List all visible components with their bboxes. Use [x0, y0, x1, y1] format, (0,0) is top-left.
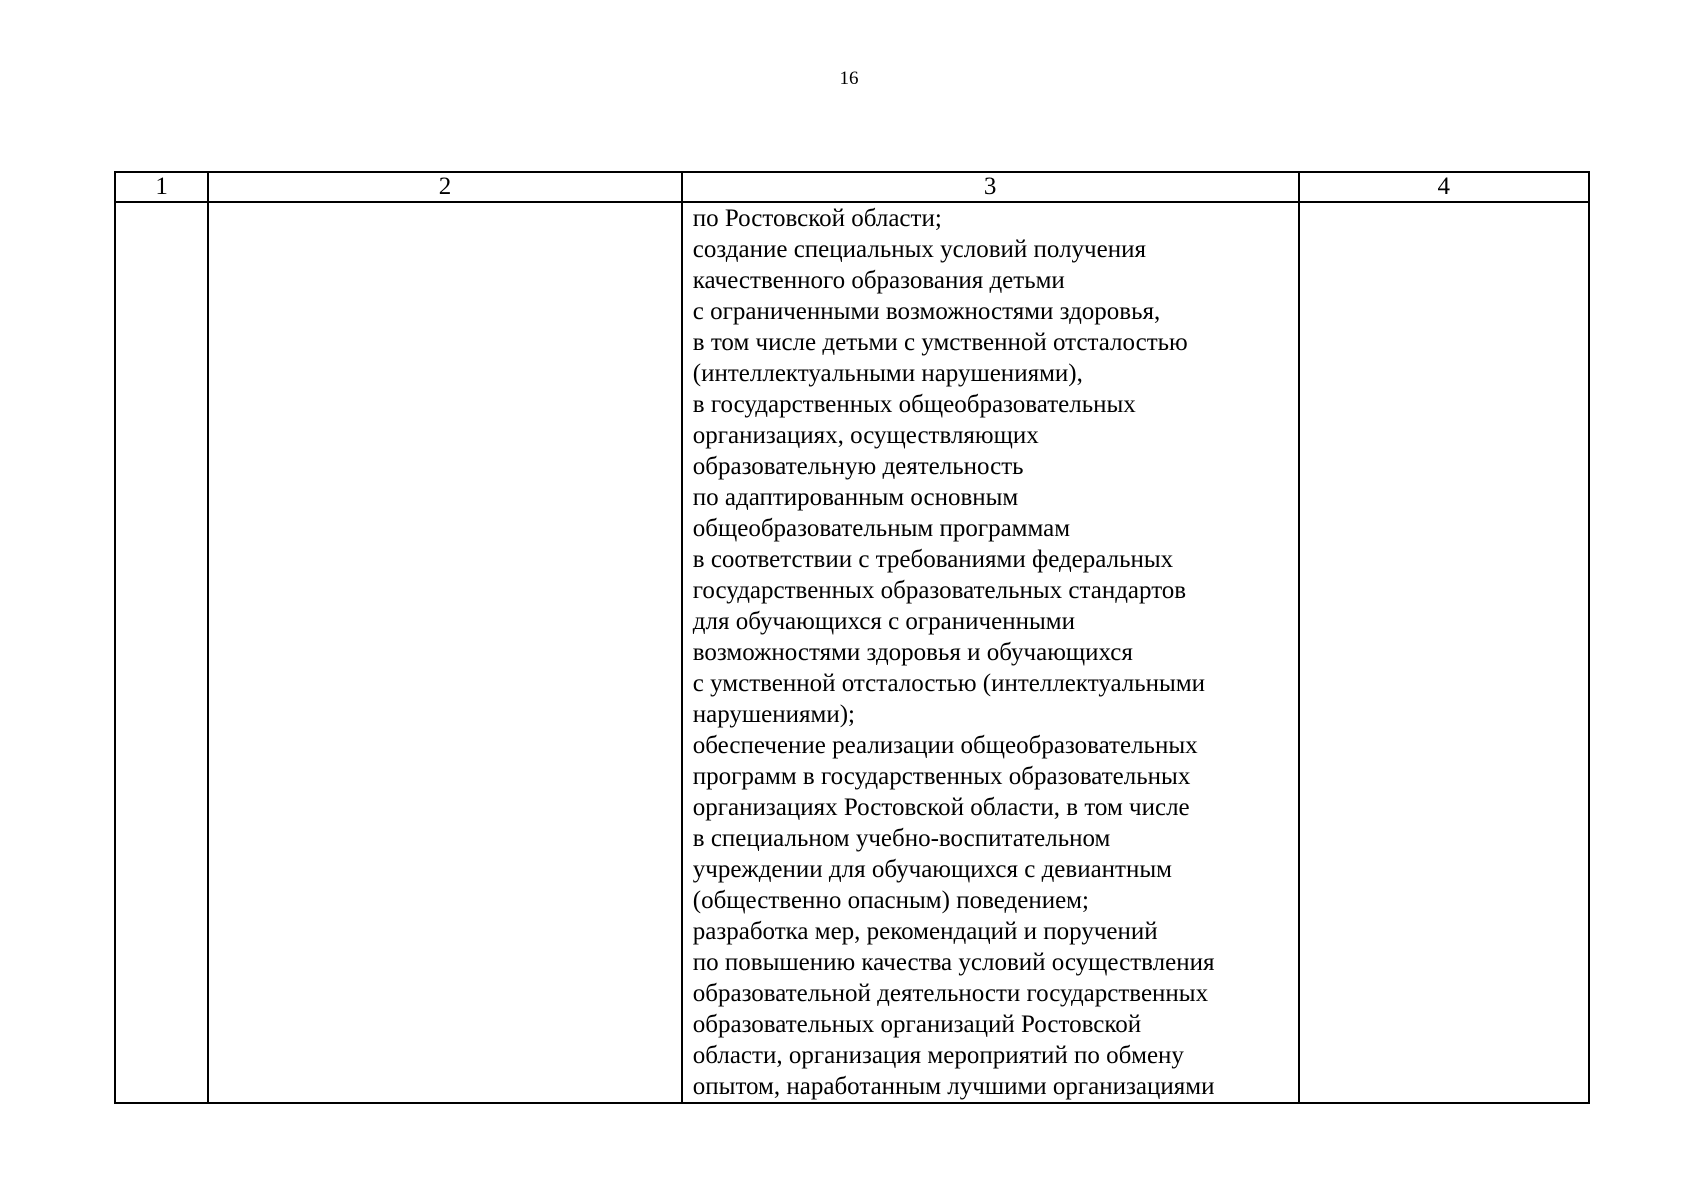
text-line: организациях Ростовской области, в том числе: [692, 794, 1190, 821]
text-line: обеспечение реализации общеобразовательных: [692, 732, 1198, 759]
text-line: разработка мер, рекомендаций и поручений: [692, 918, 1158, 945]
text-line: с ограниченными возможностями здоровья,: [692, 298, 1161, 325]
text-line: образовательную деятельность: [692, 453, 1024, 480]
text-line: программ в государственных образовательных: [692, 763, 1191, 790]
page-number: 16: [839, 68, 859, 89]
text-line: общеобразовательным программам: [692, 515, 1071, 542]
text-line: по Ростовской области;: [692, 205, 942, 232]
cell-col3: [682, 202, 1299, 1103]
column-header-3: 3: [682, 172, 1299, 202]
text-line: учреждении для обучающихся с девиантным: [692, 856, 1172, 883]
text-line: в специальном учебно-воспитательном: [692, 825, 1111, 852]
column-header-4: 4: [1299, 172, 1589, 202]
cell-col4: [1299, 202, 1589, 1103]
text-line: образовательных организаций Ростовской: [692, 1011, 1142, 1038]
text-line: по повышению качества условий осуществления: [692, 949, 1215, 976]
text-line: в том числе детьми с умственной отсталостью: [692, 329, 1188, 356]
text-line: области, организация мероприятий по обмену: [692, 1042, 1184, 1069]
text-line: качественного образования детьми: [692, 267, 1065, 294]
text-line: с умственной отсталостью (интеллектуальными: [692, 670, 1206, 697]
text-line: государственных образовательных стандартов: [692, 577, 1187, 604]
table-row: [115, 202, 1589, 1103]
text-line: в государственных общеобразовательных: [692, 391, 1136, 418]
text-line: опытом, наработанным лучшими организациями: [692, 1073, 1215, 1100]
text-line: образовательной деятельности государственных: [692, 980, 1209, 1007]
cell-col1: [115, 202, 208, 1103]
text-line: организациях, осуществляющих: [692, 422, 1039, 449]
cell-col3-text: [683, 203, 1298, 1102]
table-header-row: [115, 172, 1589, 202]
text-line: (общественно опасным) поведением;: [692, 887, 1089, 914]
text-line: создание специальных условий получения: [692, 236, 1146, 263]
column-header-2: 2: [208, 172, 682, 202]
text-line: (интеллектуальными нарушениями),: [692, 360, 1083, 387]
column-header-1: 1: [115, 172, 208, 202]
text-line: в соответствии с требованиями федеральных: [692, 546, 1174, 573]
cell-col2: [208, 202, 682, 1103]
text-line: нарушениями);: [692, 701, 855, 728]
text-line: возможностями здоровья и обучающихся: [692, 639, 1133, 666]
document-table: [114, 171, 1590, 1104]
text-line: для обучающихся с ограниченными: [692, 608, 1075, 635]
text-line: по адаптированным основным: [692, 484, 1019, 511]
